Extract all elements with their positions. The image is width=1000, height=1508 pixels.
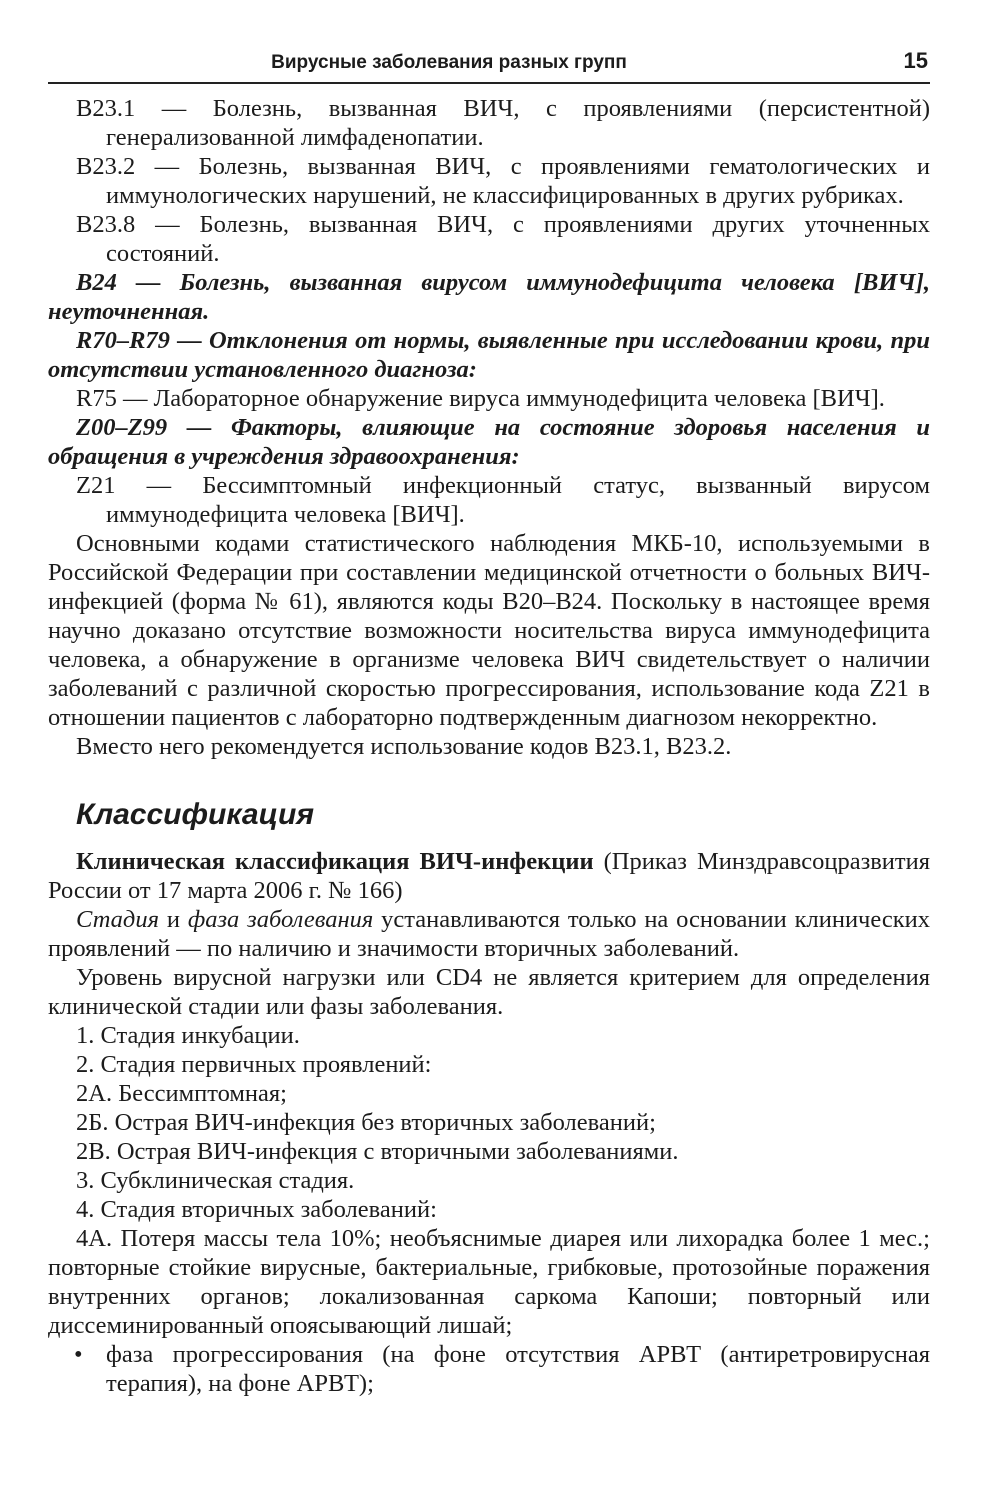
header-title: Вирусные заболевания разных групп xyxy=(271,52,627,73)
stage-4a: 4А. Потеря массы тела 10%; необъяснимые диарея или лихорадка более 1 мес.; повторные стойкие вирусные, бактериальные, грибковые, протозойные поражения внутренних органов; локализованная саркома Капоши; повторный или диссеминированный опоясывающий лишай; xyxy=(48,1225,930,1339)
page-content xyxy=(48,94,930,1398)
clinical-classification-title: Клиническая классификация ВИЧ-инфекции xyxy=(76,848,594,875)
stage-item: 2. Стадия первичных проявлений: xyxy=(76,1051,432,1078)
paragraph-viral-load: Уровень вирусной нагрузки или CD4 не является критерием для определения клинической стадии или фазы заболевания. xyxy=(48,964,930,1020)
code-z00-z99: Z00–Z99 — Факторы, влияющие на состояние здоровья населения и обращения в учреждения здравоохранения: xyxy=(48,414,930,470)
code-r70-r79: R70–R79 — Отклонения от нормы, выявленные при исследовании крови, при отсутствии установленного диагноза: xyxy=(48,327,930,383)
stage-item: 2Б. Острая ВИЧ-инфекция без вторичных заболеваний; xyxy=(76,1109,656,1136)
stage-item: 3. Субклиническая стадия. xyxy=(76,1167,355,1194)
running-header xyxy=(48,40,930,84)
code-b23-2: В23.2 — Болезнь, вызванная ВИЧ, с проявлениями гематологических и иммунологических нарушений, не классифицированных в других рубриках. xyxy=(76,153,930,209)
paragraph-clinical-classification xyxy=(48,847,930,905)
paragraph-instead: Вместо него рекомендуется использование кодов В23.1, В23.2. xyxy=(76,733,732,760)
bullet-text: фаза прогрессирования (на фоне отсутствия АРВТ (антиретровирусная терапия), на фоне АРВТ); xyxy=(106,1341,930,1397)
clinical-classification-source: (Приказ Минздравсоцразвития России от 17 марта 2006 г. № 166) xyxy=(48,848,931,904)
section-heading: Классификация xyxy=(76,798,314,831)
stage-item: 2В. Острая ВИЧ-инфекция с вторичными заболеваниями. xyxy=(76,1138,679,1165)
code-r75: R75 — Лабораторное обнаружение вируса иммунодефицита человека [ВИЧ]. xyxy=(76,385,885,412)
stage-item: 1. Стадия инкубации. xyxy=(76,1022,300,1049)
paragraph-stage-phase xyxy=(48,905,930,963)
code-z21: Z21 — Бессимптомный инфекционный статус, вызванный вирусом иммунодефицита человека [ВИЧ]. xyxy=(76,472,930,528)
stage-item: 2А. Бессимптомная; xyxy=(76,1080,287,1107)
stage-phase-rest: устанавливаются только на основании клинических проявлений — по наличию и значимости вторичных заболеваний. xyxy=(48,906,931,962)
page-number: 15 xyxy=(903,48,928,73)
phase-term: фаза заболевания xyxy=(187,906,374,933)
bullet-icon: • xyxy=(74,1341,83,1368)
bullet-item xyxy=(48,1340,930,1398)
stage-and: и xyxy=(158,906,188,933)
book-page xyxy=(48,40,930,1398)
paragraph-main-codes: Основными кодами статистического наблюдения МКБ-10, используемыми в Российской Федерации при составлении медицинской отчетности о больных ВИЧ-инфекцией (форма № 61), являются коды B20–B24. Поскольку в настоящее время научно доказано отсутствие возможности носительства вируса иммунодефицита человека, а обнаружение в организме человека ВИЧ свидетельствует о наличии заболеваний с различной скоростью прогрессирования, использование кода Z21 в отношении пациентов с лабораторно подтвержденным диагнозом некорректно. xyxy=(48,530,930,731)
code-b24: В24 — Болезнь, вызванная вирусом иммунодефицита человека [ВИЧ], неуточненная. xyxy=(48,269,930,325)
stage-term: Стадия xyxy=(76,906,159,933)
code-b23-1: В23.1 — Болезнь, вызванная ВИЧ, с проявлениями (персистентной) генерализованной лимфаденопатии. xyxy=(76,95,930,151)
code-b23-8: В23.8 — Болезнь, вызванная ВИЧ, с проявлениями других уточненных состояний. xyxy=(76,211,930,267)
stage-item: 4. Стадия вторичных заболеваний: xyxy=(76,1196,437,1223)
